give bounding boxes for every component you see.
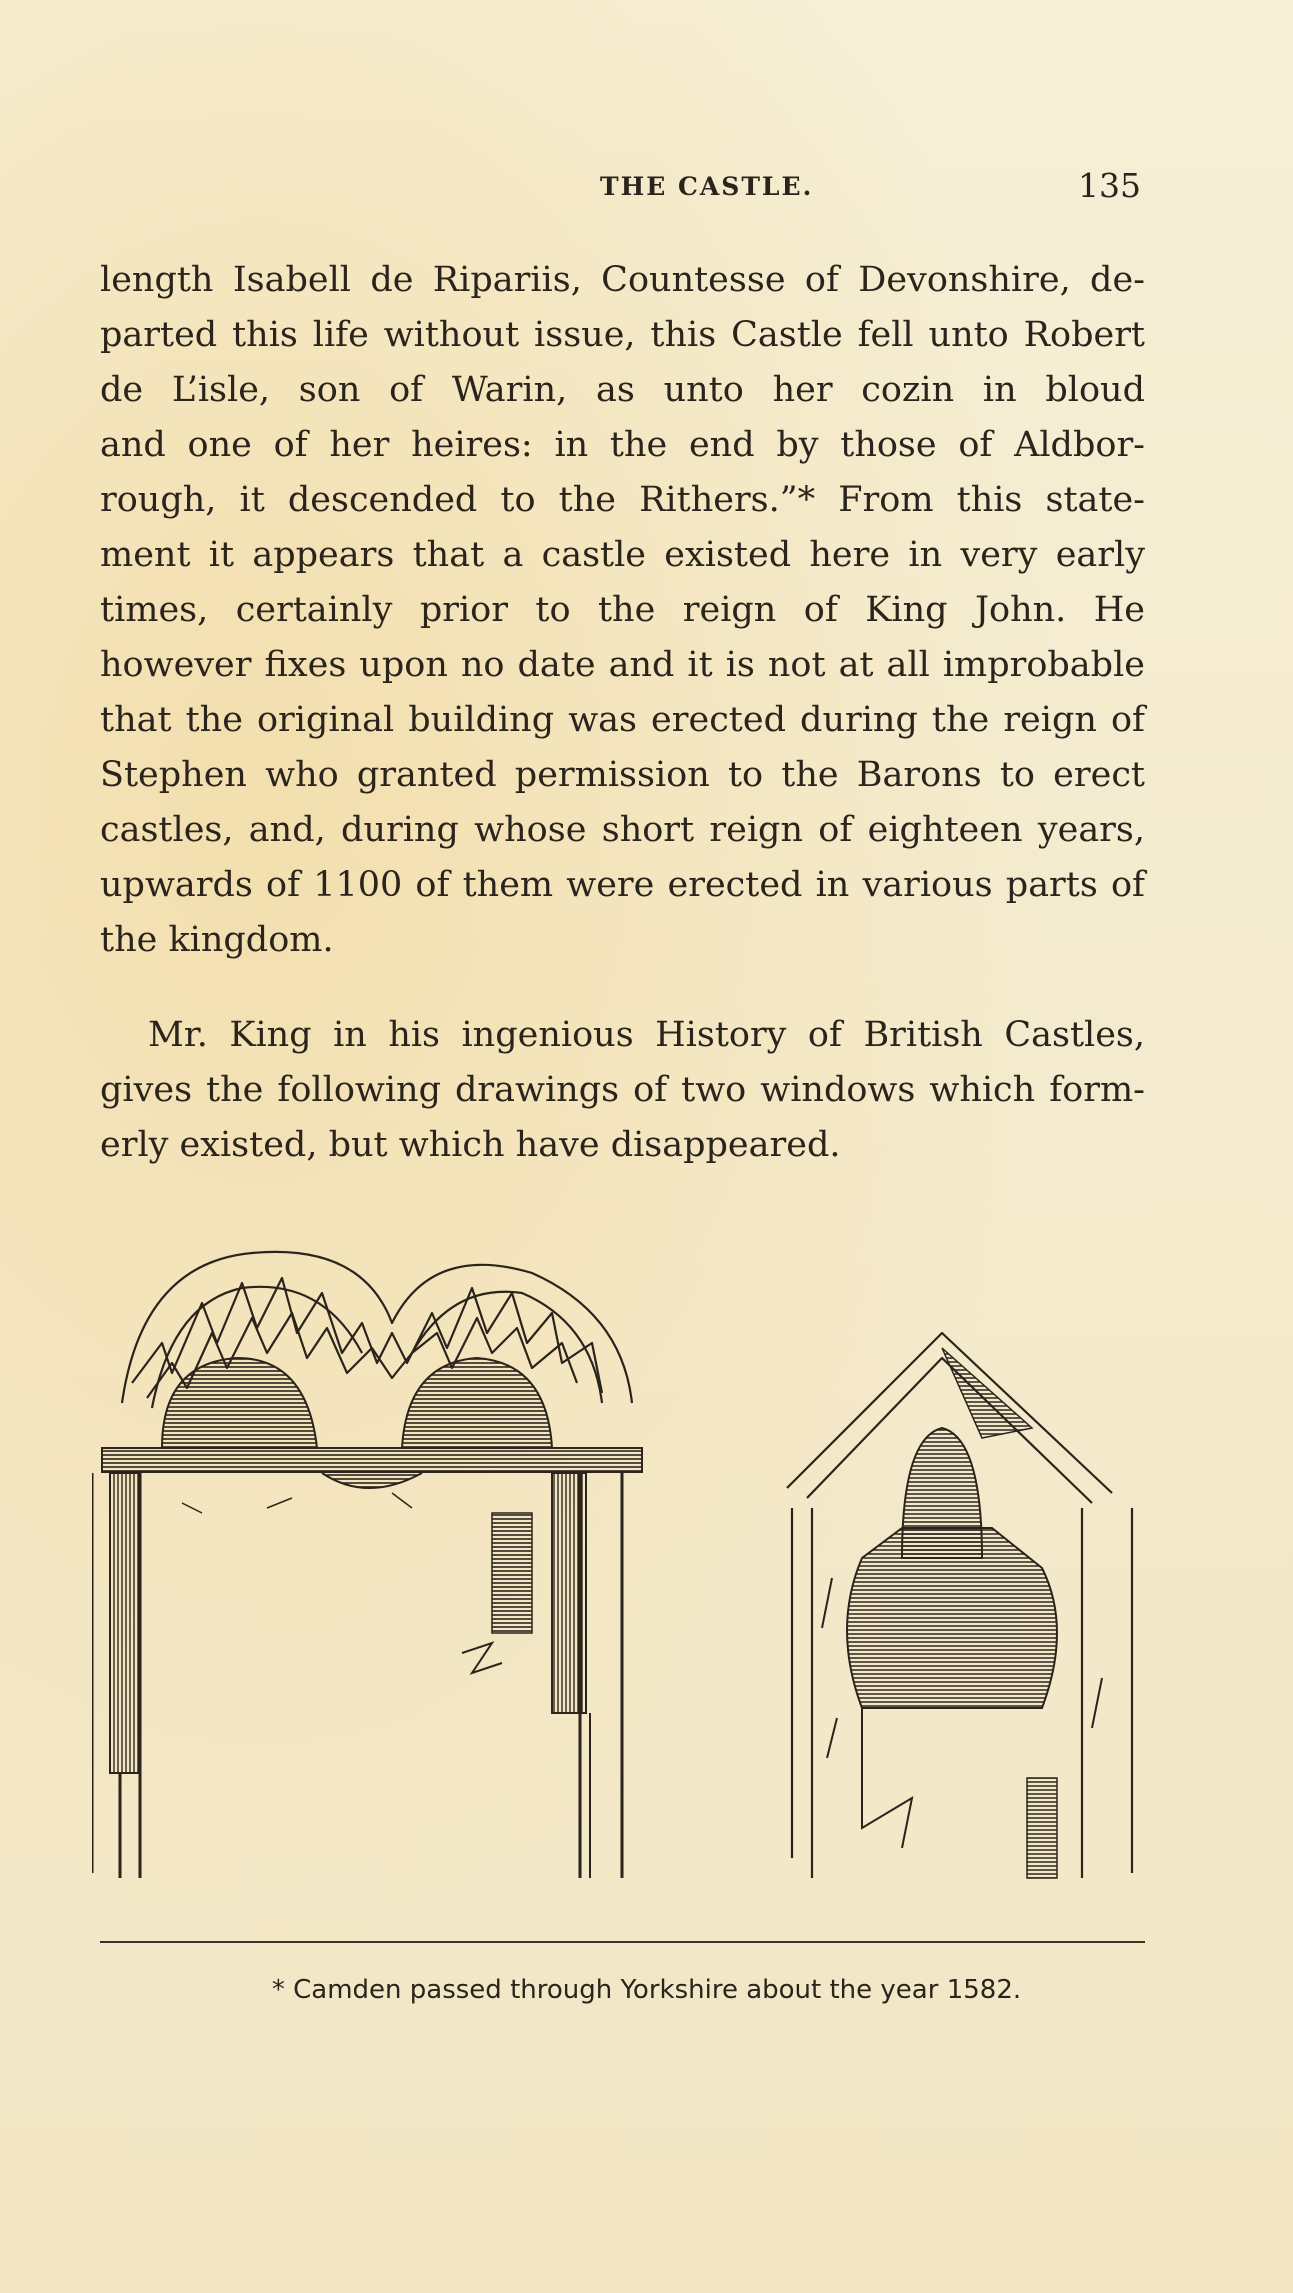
text-line: ment it appears that a castle existed here in very early <box>100 535 1145 575</box>
text-line: rough, it descended to the Rithers.”* From this state- <box>100 480 1145 520</box>
page-number: 135 <box>1078 166 1141 205</box>
text-line: times, certainly prior to the reign of King John. He <box>100 590 1145 630</box>
text-line: upwards of 1100 of them were erected in various parts of <box>100 865 1145 905</box>
text-line: length Isabell de Ripariis, Countesse of Devonshire, de- <box>100 260 1145 300</box>
running-head <box>100 166 1145 206</box>
text-line: gives the following drawings of two windows which form- <box>100 1070 1145 1110</box>
round-arched-window-engraving <box>92 1233 654 1878</box>
text-line: parted this life without issue, this Castle fell unto Robert <box>100 315 1145 355</box>
pointed-window-engraving <box>782 1328 1138 1880</box>
text-line: and one of her heires: in the end by those of Aldbor- <box>100 425 1145 465</box>
text-line: however fixes upon no date and it is not at all improbable <box>100 645 1145 685</box>
text-line: Stephen who granted permission to the Barons to erect <box>100 755 1145 795</box>
paragraph-2 <box>100 1008 1145 1173</box>
running-title: THE CASTLE. <box>600 172 814 201</box>
text-line: castles, and, during whose short reign of eighteen years, <box>100 810 1145 850</box>
text-line: that the original building was erected during the reign of <box>100 700 1145 740</box>
text-line: the kingdom. <box>100 920 334 960</box>
footnote: * Camden passed through Yorkshire about the year 1582. <box>271 1975 1022 2005</box>
text-line: erly existed, but which have disappeared. <box>100 1125 841 1165</box>
text-line: de L’isle, son of Warin, as unto her cozin in bloud <box>100 370 1145 410</box>
text-line: Mr. King in his ingenious History of British Castles, <box>148 1015 1145 1055</box>
footnote-rule <box>100 1941 1145 1943</box>
paragraph-1 <box>100 253 1145 968</box>
